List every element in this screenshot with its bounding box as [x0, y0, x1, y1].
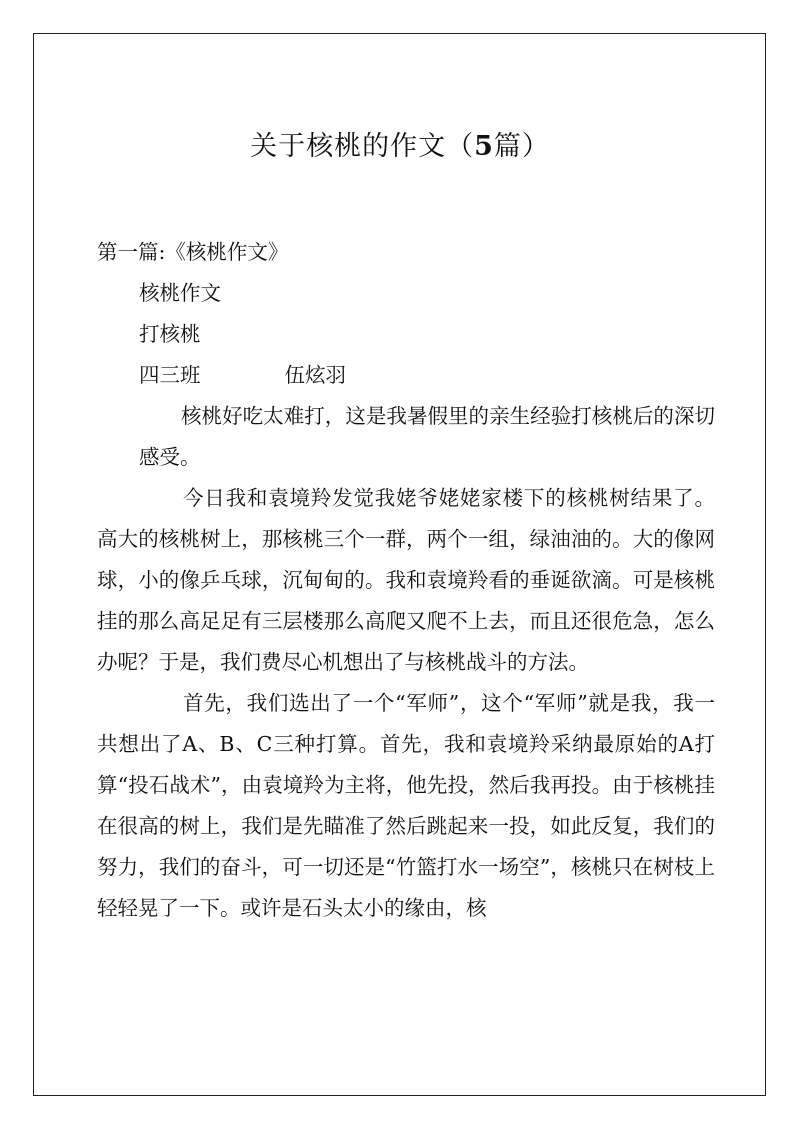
class-name: 四三班	[139, 363, 201, 387]
essay-title: 核桃作文	[139, 281, 221, 305]
paragraph-3: 首先，我们选出了一个“军师”，这个“军师”就是我，我一共想出了A、B、C三种打算。首先，我和袁境羚采纳最原始的A打算“投石战术”，由袁境羚为主将，他先投，然后我再投。由于核桃挂在很高的树上，我们是先瞄准了然后跳起来一投，如此反复，我们的努力，我们的奋斗，可一切还是“竹篮打水一场空”，核桃只在树枝上轻轻晃了一下。或许是石头太小的缘由，核	[97, 691, 715, 920]
title-prefix: 关于核桃的作文（	[250, 131, 475, 162]
title-suffix: 篇）	[493, 131, 550, 162]
author-line	[97, 355, 715, 396]
title-number: 5	[474, 131, 494, 162]
essay-subtitle: 打核桃	[139, 322, 201, 346]
paragraph-2: 今日我和袁境羚发觉我姥爷姥姥家楼下的核桃树结果了。高大的核桃树上，那核桃三个一群，两个一组，绿油油的。大的像网球，小的像乒乓球，沉甸甸的。我和袁境羚看的垂诞欲滴。可是核桃挂的那么高足足有三层楼那么高爬又爬不上去，而且还很危急，怎么办呢？于是，我们费尽心机想出了与核桃战斗的方法。	[97, 486, 715, 674]
document-title	[0, 124, 800, 163]
section-heading: 第一篇:《核桃作文》	[97, 240, 289, 264]
author-name: 伍炫羽	[284, 363, 346, 387]
document-body	[97, 232, 715, 929]
paragraph-1: 核桃好吃太难打，这是我暑假里的亲生经验打核桃后的深切感受。	[139, 404, 715, 469]
